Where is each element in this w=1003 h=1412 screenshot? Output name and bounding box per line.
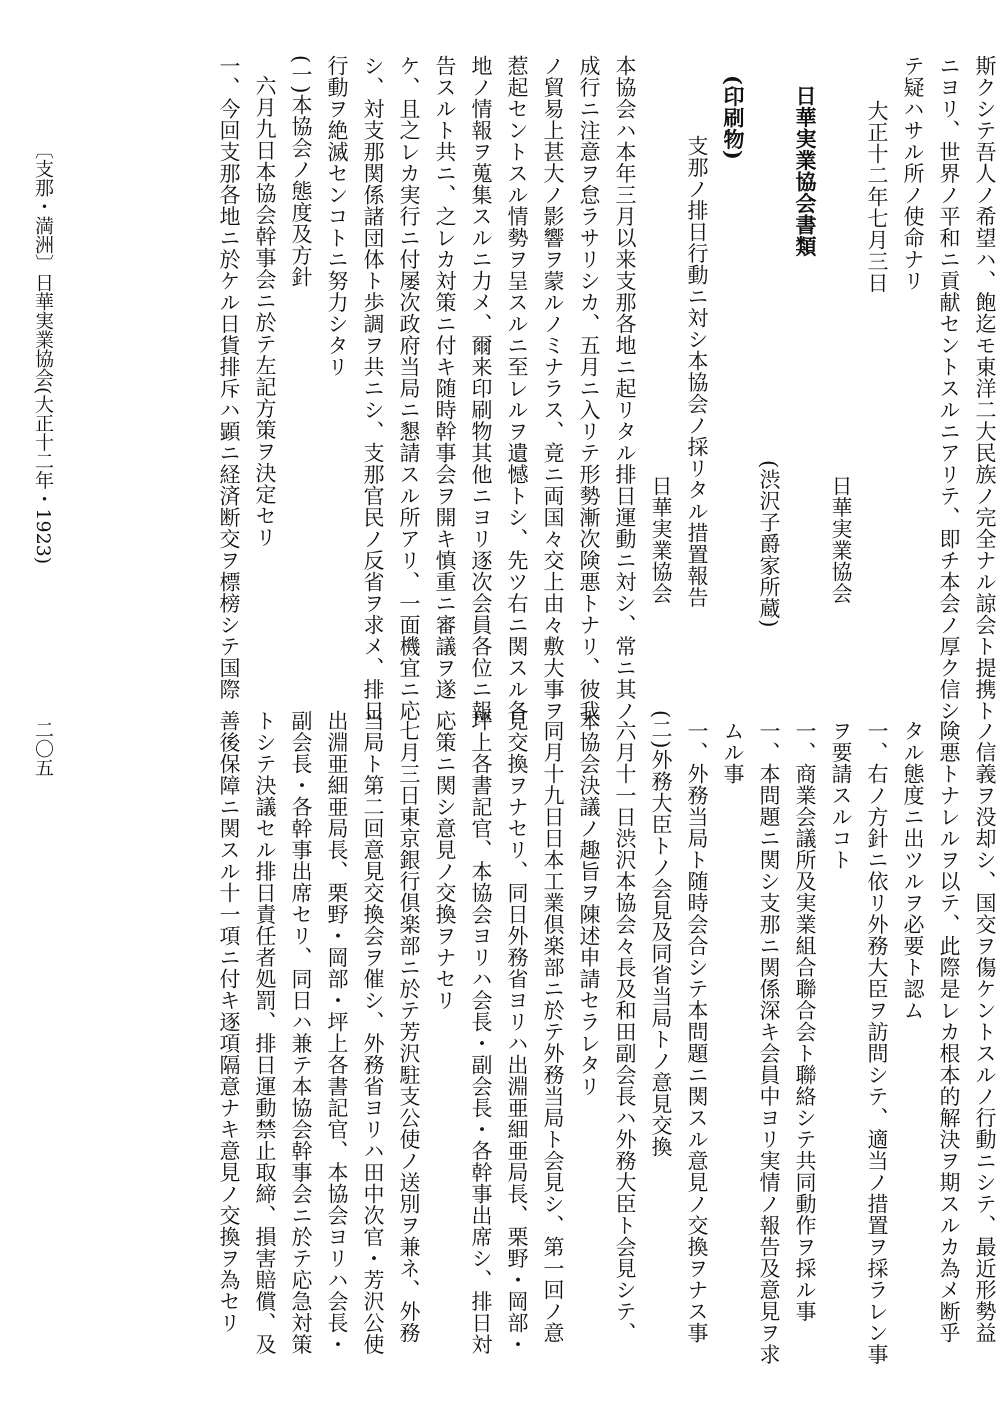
lower-text-column xyxy=(823,720,859,871)
upper-text-column xyxy=(607,55,643,722)
upper-text-column xyxy=(283,55,319,287)
column-text: 善後保障ニ関スル十一項ニ付キ逐項隔意ナキ意見ノ交換ヲ為セリ xyxy=(217,710,241,1334)
upper-text-column xyxy=(967,55,1003,722)
lower-text-column xyxy=(283,710,319,1355)
column-text: 日華実業協会 xyxy=(649,475,673,604)
column-text: 七月三日東京銀行倶楽部ニ於テ芳沢駐支公使ノ送別ヲ兼ネ、外務 xyxy=(397,720,421,1344)
upper-text-column xyxy=(355,55,391,722)
upper-text-column xyxy=(499,55,535,722)
column-text: タル態度ニ出ツルヲ必要ト認ム xyxy=(901,720,925,1021)
upper-text-column xyxy=(463,55,499,722)
column-text: 六月十一日渋沢本協会々長及和田副会長ハ外務大臣ト会見シテ、 xyxy=(613,720,637,1344)
column-text: 一、今回支那各地ニ於ケル日貨排斥ハ顕ニ経済断交ヲ標榜シテ国際 xyxy=(217,55,241,700)
running-header: 〔支那・満洲〕日華実業協会(大正十二年・1923) xyxy=(32,140,54,565)
column-text: 一、商業会議所及実業組合聯合会ト聯絡シテ共同動作ヲ採ル事 xyxy=(793,720,817,1322)
column-text: 支那ノ排日行動ニ対シ本協会ノ採リタル措置報告 xyxy=(685,135,709,608)
lower-text-column xyxy=(391,720,427,1344)
column-text: 本協会決議ノ趣旨ヲ陳述申請セラレタリ xyxy=(577,710,601,1097)
column-text: シ、対支那関係諸団体ト歩調ヲ共ニシ、支那官民ノ反省ヲ求メ、排日 xyxy=(361,55,385,722)
upper-text-column xyxy=(211,55,247,700)
column-text: 当局ト第二回意見交換会ヲ催シ、外務省ヨリハ田中次官・芳沢公使 xyxy=(361,710,385,1355)
lower-text-column xyxy=(319,710,355,1355)
column-text: ノ貿易上甚大ノ影響ヲ蒙ルノミナラス、竟ニ両国々交上由々敷大事ヲ xyxy=(541,55,565,722)
lower-text-column xyxy=(355,710,391,1355)
column-text: (印刷物) xyxy=(721,75,746,161)
column-text: 本協会ハ本年三月以来支那各地ニ起リタル排日運動ニ対シ、常ニ其ノ xyxy=(613,55,637,722)
lower-text-column xyxy=(643,710,679,1157)
column-text: 坪上各書記官、本協会ヨリハ会長・副会長・各幹事出席シ、排日対 xyxy=(469,710,493,1355)
column-text: 斯クシテ吾人ノ希望ハ、飽迄モ東洋二大民族ノ完全ナル諒会ト提携ト xyxy=(973,55,997,722)
lower-text-column xyxy=(211,710,247,1334)
column-text: 一、右ノ方針ニ依リ外務大臣ヲ訪問シテ、適当ノ措置ヲ採ラレン事 xyxy=(865,720,889,1365)
upper-text-column xyxy=(859,100,895,294)
column-text: トシテ決議セル排日責任者処罰、排日運動禁止取締、損害賠償、及 xyxy=(253,710,277,1355)
column-text: ヲ要請スルコト xyxy=(829,720,853,871)
upper-text-column xyxy=(391,55,427,722)
lower-text-column xyxy=(607,720,643,1344)
column-text: 大正十二年七月三日 xyxy=(865,100,889,294)
upper-text-column xyxy=(679,135,715,608)
upper-text-column xyxy=(931,55,967,722)
column-text: 一、外務当局ト随時会合シテ本問題ニ関スル意見ノ交換ヲナス事 xyxy=(685,720,709,1344)
upper-text-column xyxy=(751,460,787,628)
column-text: 日華実業協会 xyxy=(829,475,853,604)
column-text: (渋沢子爵家所蔵) xyxy=(757,460,781,628)
upper-text-column xyxy=(247,75,283,548)
column-text: ムル事 xyxy=(721,720,745,785)
lower-text-column xyxy=(967,720,1003,1344)
column-text: 日華実業協会書類 xyxy=(793,85,818,257)
upper-text-column xyxy=(895,55,931,292)
column-text: (一)本協会ノ態度及方針 xyxy=(289,55,313,288)
column-text: 険悪トナレルヲ以テ、此際是レカ根本的解決ヲ期スルカ為メ断乎 xyxy=(937,720,961,1344)
lower-text-column xyxy=(895,720,931,1021)
column-text: 六月九日本協会幹事会ニ於テ左記方策ヲ決定セリ xyxy=(253,75,277,548)
lower-text-column xyxy=(751,720,787,1365)
column-text: 行動ヲ絶滅センコトニ努力シタリ xyxy=(325,55,349,378)
lower-text-column xyxy=(499,710,535,1355)
upper-text-column xyxy=(643,475,679,604)
column-text: 告スルト共ニ、之レカ対策ニ付キ随時幹事会ヲ開キ慎重ニ審議ヲ遂 xyxy=(433,55,457,700)
lower-text-column xyxy=(571,710,607,1097)
upper-text-column xyxy=(535,55,571,722)
lower-text-column xyxy=(427,710,463,1011)
upper-text-column xyxy=(823,475,859,604)
lower-text-column xyxy=(859,720,895,1365)
column-text: ノ信義ヲ没却シ、国交ヲ傷ケントスルノ行動ニシテ、最近形勢益 xyxy=(973,720,997,1344)
column-text: ニヨリ、世界ノ平和ニ貢献セントスルニアリテ、即チ本会ノ厚ク信シ xyxy=(937,55,961,722)
lower-text-column xyxy=(715,720,751,785)
lower-text-column xyxy=(463,710,499,1355)
page-number: 二〇五 xyxy=(32,720,54,777)
lower-text-column xyxy=(679,720,715,1344)
upper-text-column xyxy=(319,55,355,378)
column-text: 見交換ヲナセリ、同日外務省ヨリハ出淵亜細亜局長、栗野・岡部・ xyxy=(505,710,529,1355)
column-text: ケ、且之レカ実行ニ付屡次政府当局ニ懇請スル所アリ、一面機宜ニ応 xyxy=(397,55,421,722)
upper-text-column xyxy=(427,55,463,700)
column-text: 成行ニ注意ヲ怠ラサリシカ、五月ニ入リテ形勢漸次険悪トナリ、彼我 xyxy=(577,55,601,722)
upper-text-column xyxy=(715,75,751,160)
column-text: 副会長・各幹事出席セリ、同日ハ兼テ本協会幹事会ニ於テ応急対策 xyxy=(289,710,313,1355)
upper-text-column xyxy=(787,85,823,257)
upper-text-column xyxy=(571,55,607,722)
column-text: 惹起セントスル情勢ヲ呈スルニ至レルヲ遺憾トシ、先ツ右ニ関スル各 xyxy=(505,55,529,722)
column-text: (二)外務大臣トノ会見及同省当局トノ意見交換 xyxy=(649,710,673,1158)
column-text: 同月十九日日本工業倶楽部ニ於テ外務当局ト会見シ、第一回ノ意 xyxy=(541,720,565,1344)
lower-half xyxy=(0,700,1003,1412)
column-text: テ疑ハサル所ノ使命ナリ xyxy=(901,55,925,292)
column-text: 一、本問題ニ関シ支那ニ関係深キ会員中ヨリ実情ノ報告及意見ヲ求 xyxy=(757,720,781,1365)
lower-text-column xyxy=(535,720,571,1344)
lower-text-column xyxy=(787,720,823,1322)
column-text: 応策ニ関シ意見ノ交換ヲナセリ xyxy=(433,710,457,1011)
column-text: 出淵亜細亜局長、栗野・岡部・坪上各書記官、本協会ヨリハ会長・ xyxy=(325,710,349,1355)
column-text: 地ノ情報ヲ蒐集スルニ力メ、爾来印刷物其他ニヨリ逐次会員各位ニ報 xyxy=(469,55,493,722)
lower-text-column xyxy=(931,720,967,1344)
lower-text-column xyxy=(247,710,283,1355)
